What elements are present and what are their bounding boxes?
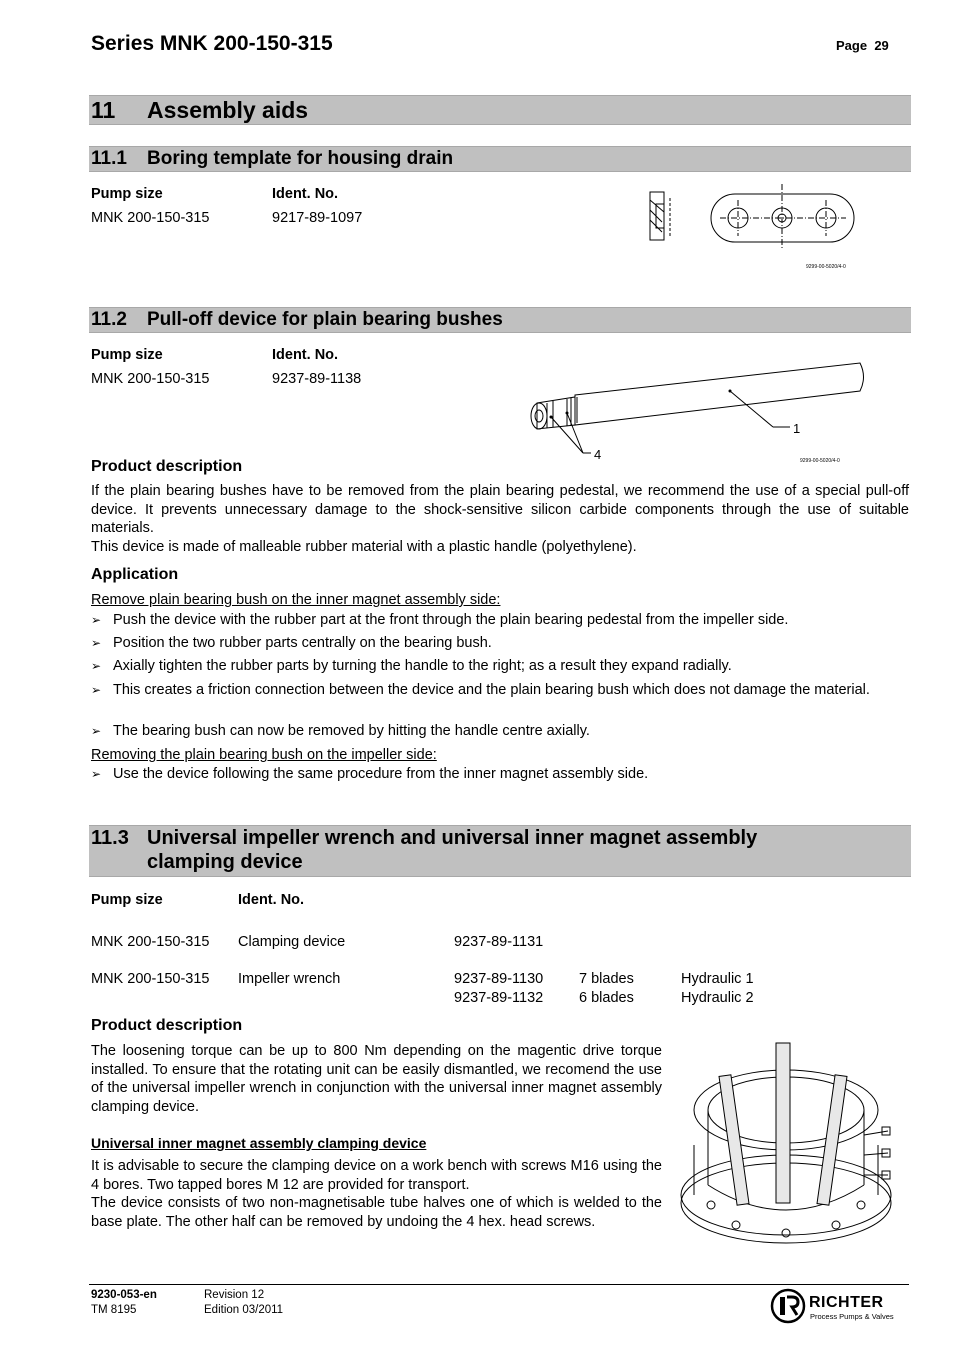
subsection-title: Boring template for housing drain	[147, 148, 454, 169]
callout-1: 1	[793, 421, 801, 436]
impeller-side-heading: Removing the plain bearing bush on the impeller side:	[91, 747, 437, 763]
row-blades: 6 blades	[579, 990, 634, 1006]
bullet-arrow-icon: ➢	[91, 636, 102, 650]
col-header-ident: Ident. No.	[272, 186, 339, 202]
logo-subtext: Process Pumps & Valves	[810, 1312, 894, 1321]
clamping-device-text: It is advisable to secure the clamping device on a work bench with screws M16 using the 4 bores. Two tapped bores M 12 are provided for transport.	[91, 1158, 662, 1193]
col-header-pump-size: Pump size	[91, 186, 163, 202]
bullet-arrow-icon: ➢	[91, 659, 102, 673]
product-description-text: The loosening torque can be up to 800 Nm depending on the magentic drive torque installed. To ensure that the rotating unit can be easily dismantled, we recomend the use of the universal impeller wrench in conjunction with the universal inner magnet assembly clamping device.	[91, 1043, 662, 1115]
bullet-arrow-icon: ➢	[91, 613, 102, 627]
product-description-heading: Product description	[91, 458, 243, 475]
row-hydraulic: Hydraulic 2	[681, 990, 754, 1006]
row-item-name: Impeller wrench	[238, 971, 341, 987]
pump-size-value: MNK 200-150-315	[91, 210, 210, 226]
list-item	[91, 681, 911, 700]
subsection-title: Pull-off device for plain bearing bushes	[147, 309, 503, 330]
revision: Revision 12	[204, 1289, 265, 1301]
row-ident: 9237-89-1131	[454, 934, 544, 950]
pull-off-device-drawing	[515, 355, 870, 467]
product-material-text: This device is made of malleable rubber material with a plastic handle (polyethylene).	[91, 539, 637, 555]
subsection-heading-11-2	[89, 307, 911, 333]
row-ident: 9237-89-1132	[454, 990, 544, 1006]
bullet-arrow-icon: ➢	[91, 683, 102, 697]
footer-divider	[89, 1284, 909, 1285]
section-number: 11	[91, 97, 116, 123]
section-heading	[89, 95, 911, 125]
boring-template-drawing	[640, 180, 870, 272]
col-header-ident: Ident. No.	[238, 892, 305, 908]
list-item-text: Axially tighten the rubber parts by turning the handle to the right; as a result they expand radially.	[113, 658, 732, 674]
list-item-text: Push the device with the rubber part at the front through the plain bearing pedestal from the impeller side.	[113, 612, 789, 628]
product-description-text: If the plain bearing bushes have to be removed from the plain bearing pedestal, we recommend the use of a special pull-off device. It prevents unnecessary damage to the shock-sensitive silicon carbide components through the use of suitable materials.	[91, 483, 909, 536]
list-item	[91, 765, 911, 784]
row-ident: 9237-89-1130	[454, 971, 544, 987]
row-pump-size: MNK 200-150-315	[91, 934, 210, 950]
product-description-heading: Product description	[91, 1017, 243, 1034]
page-number-value: 29	[874, 38, 889, 53]
series-title: Series MNK 200-150-315	[91, 32, 333, 55]
ident-value: 9217-89-1097	[272, 210, 363, 226]
col-header-pump-size: Pump size	[91, 892, 163, 908]
doc-number: 9230-053-en	[91, 1289, 157, 1301]
tm-number: TM 8195	[91, 1304, 137, 1316]
subsection-title-line1: Universal impeller wrench and universal inner magnet assembly	[147, 827, 758, 849]
list-item-text: Position the two rubber parts centrally on the bearing bush.	[113, 635, 492, 651]
subsection-number: 11.1	[91, 148, 127, 169]
row-blades: 7 blades	[579, 971, 634, 987]
application-heading: Application	[91, 566, 179, 583]
list-item-text: Use the device following the same procedure from the inner magnet assembly side.	[113, 766, 649, 782]
drawing-ref-1: 9299-00-5020/4-0	[806, 264, 846, 270]
richter-logo	[770, 1288, 910, 1328]
richter-logo-icon	[770, 1288, 806, 1324]
list-item-text: This creates a friction connection between the device and the plain bearing bush which does not damage the material.	[113, 682, 870, 698]
logo-text: RICHTER	[809, 1294, 884, 1311]
ident-value: 9237-89-1138	[272, 371, 362, 387]
subsection-number: 11.3	[91, 827, 129, 849]
bullet-arrow-icon: ➢	[91, 724, 102, 738]
list-item	[91, 722, 911, 741]
list-item	[91, 657, 911, 676]
list-item-text: The bearing bush can now be removed by hitting the handle centre axially.	[113, 723, 590, 739]
page-number	[836, 38, 889, 53]
section-title: Assembly aids	[147, 97, 309, 123]
drawing-ref-2: 9299-00-5020/4-0	[800, 458, 840, 464]
row-item-name: Clamping device	[238, 934, 346, 950]
pump-size-value: MNK 200-150-315	[91, 371, 210, 387]
row-hydraulic: Hydraulic 1	[681, 971, 754, 987]
row-pump-size: MNK 200-150-315	[91, 971, 210, 987]
bullet-arrow-icon: ➢	[91, 767, 102, 781]
subsection-number: 11.2	[91, 309, 127, 330]
col-header-pump-size: Pump size	[91, 347, 163, 363]
clamping-device-heading: Universal inner magnet assembly clamping device	[91, 1135, 427, 1151]
list-item	[91, 634, 911, 653]
subsection-heading-11-1	[89, 146, 911, 172]
page-label: Page	[836, 38, 868, 53]
inner-side-heading: Remove plain bearing bush on the inner magnet assembly side:	[91, 592, 501, 608]
clamping-device-drawing	[676, 1035, 916, 1250]
callout-4: 4	[594, 447, 602, 462]
subsection-title-line2: clamping device	[147, 851, 303, 873]
subsection-heading-11-3	[89, 825, 911, 877]
col-header-ident: Ident. No.	[272, 347, 339, 363]
clamping-device-construction-text: The device consists of two non-magnetisable tube halves one of which is welded to the base plate. The other half can be removed by undoing the 4 hex. head screws.	[91, 1195, 662, 1230]
edition: Edition 03/2011	[204, 1304, 284, 1316]
list-item	[91, 611, 911, 630]
